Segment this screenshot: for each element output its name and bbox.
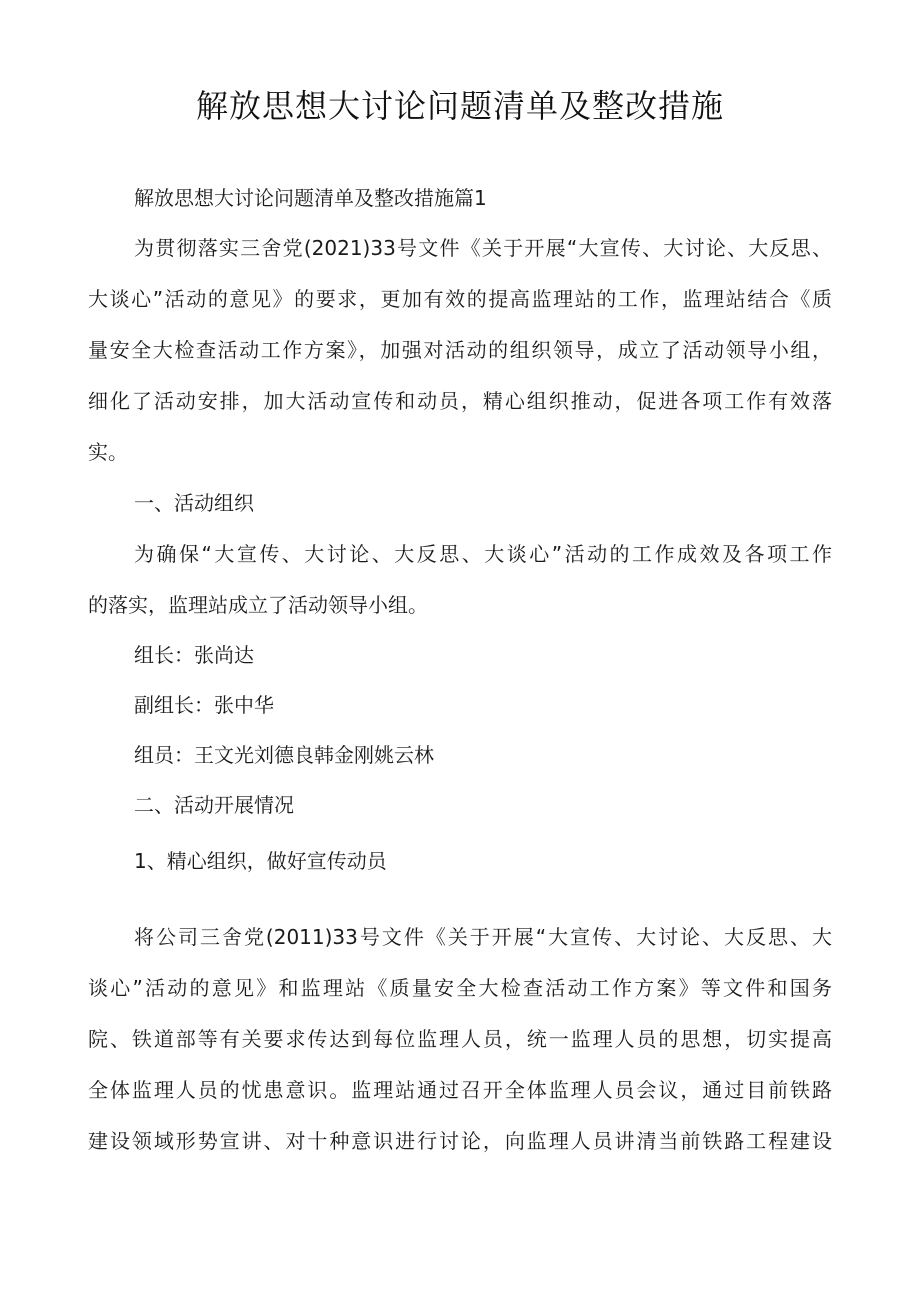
paragraph-line: 细化了活动安排，加大活动宣传和动员，精心组织推动，促进各项工作有效落 (88, 389, 832, 413)
document-title: 解放思想大讨论问题清单及整改措施 (195, 87, 724, 125)
paragraph-line: 将公司三舍党(2011)33号文件《关于开展“大宣传、大讨论、大反思、大 (134, 925, 832, 949)
section-heading: 一、活动组织 (134, 491, 254, 515)
subsection-heading: 1、精心组织，做好宣传动员 (134, 849, 387, 873)
paragraph-line: 建设领域形势宣讲、对十种意识进行讨论，向监理人员讲清当前铁路工程建设 (88, 1129, 832, 1153)
paragraph-line: 的落实，监理站成立了活动领导小组。 (88, 593, 428, 617)
members-line: 组员：王文光刘德良韩金刚姚云林 (134, 743, 434, 767)
paragraph-line: 量安全大检查活动工作方案》，加强对活动的组织领导，成立了活动领导小组， (88, 338, 832, 362)
paragraph-line: 谈心”活动的意见》和监理站《质量安全大检查活动工作方案》等文件和国务 (88, 976, 832, 1000)
paragraph-line: 大谈心”活动的意见》的要求，更加有效的提高监理站的工作，监理站结合《质 (88, 287, 832, 311)
paragraph-line: 实。 (88, 440, 128, 464)
leader-line: 组长：张尚达 (134, 643, 254, 667)
paragraph-line: 为贯彻落实三舍党(2021)33号文件《关于开展“大宣传、大讨论、大反思、 (134, 236, 832, 260)
paragraph-line: 为确保“大宣传、大讨论、大反思、大谈心”活动的工作成效及各项工作 (134, 542, 832, 566)
deputy-line: 副组长：张中华 (134, 693, 274, 717)
paragraph-line: 全体监理人员的忧患意识。监理站通过召开全体监理人员会议，通过目前铁路 (88, 1078, 832, 1102)
section-heading: 二、活动开展情况 (134, 793, 294, 817)
paragraph-line: 院、铁道部等有关要求传达到每位监理人员，统一监理人员的思想，切实提高 (88, 1027, 832, 1051)
document-subtitle: 解放思想大讨论问题清单及整改措施篇1 (134, 186, 487, 210)
